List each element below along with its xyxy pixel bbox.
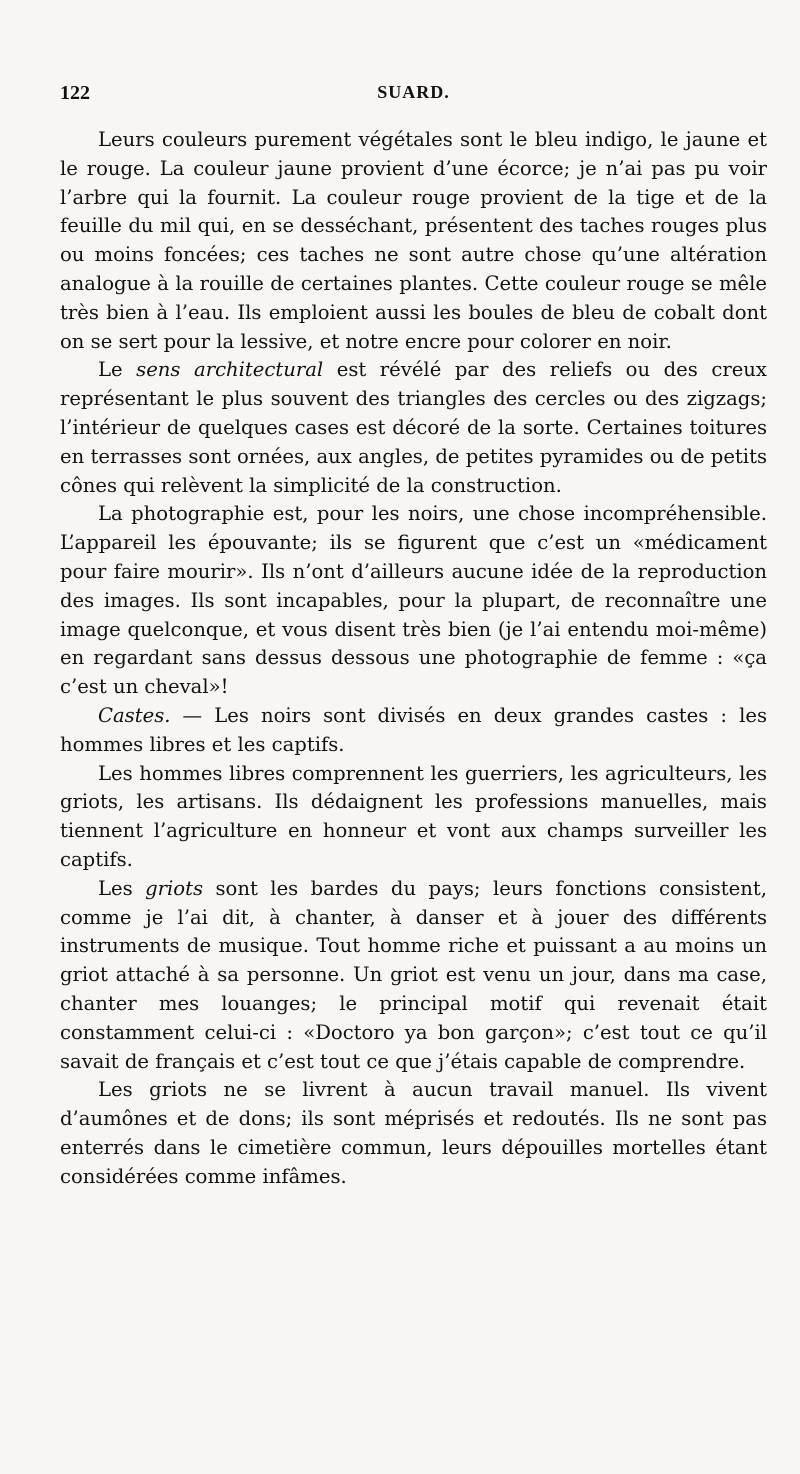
section-heading-castes: Castes. <box>98 703 171 727</box>
paragraph-lead: Les <box>98 876 146 900</box>
paragraph-rest: sont les bardes du pays; leurs fonctions consistent, comme je l’ai dit, à chanter, à danser et à jouer des différents instruments de musique. Tout homme riche et puissant a au moins un griot attaché à sa personne. Un griot est venu un jour, dans ma case, chanter mes louanges; le principal motif qui revenait était constamment celui-ci : «Doctoro ya bon garçon»; c’est tout ce qu’il savait de français et c’est tout ce que j’étais capable de comprendre. <box>60 876 767 1073</box>
paragraph-griots <box>60 875 767 1077</box>
page-header <box>60 80 767 110</box>
paragraph-lead: Le <box>98 358 137 382</box>
body-text <box>60 126 767 1191</box>
paragraph-castes <box>60 702 767 760</box>
paragraph-griots-status: Les griots ne se livrent à aucun travail manuel. Ils vivent d’aumônes et de dons; ils sont méprisés et redoutés. Ils ne sont pas enterrés dans le cimetière commun, leurs dépouilles mortelles étant considérées comme infâmes. <box>60 1078 767 1188</box>
italic-term-griots: griots <box>145 876 204 900</box>
paragraph-architecture <box>60 356 767 500</box>
running-title: SUARD. <box>377 82 450 102</box>
paragraph-rest: est révélé par des reliefs ou des creux représentant le plus souvent des triangles des cercles ou des zigzags; l’intérieur de quelques cases est décoré de la sorte. Certaines toitures en terrasses sont ornées, aux angles, de petites pyramides ou de petits cônes qui relèvent la simplicité de la construction. <box>60 358 767 497</box>
book-page <box>60 80 767 1191</box>
page-number: 122 <box>60 82 90 104</box>
italic-term-sens-architectural: sens architectural <box>136 358 324 382</box>
paragraph-photography: La photographie est, pour les noirs, une chose incompréhensible. L’appareil les épouvante; ils se figurent que c’est un «médicament pour faire mourir». Ils n’ont d’ailleurs aucune idée de la reproduction des images. Ils sont incapables, pour la plupart, de reconnaître une image quelconque, et vous disent très bien (je l’ai entendu moi-même) en regardant sans dessus dessous une photographie de femme : «ça c’est un cheval»! <box>60 502 767 699</box>
paragraph-free-men: Les hommes libres comprennent les guerriers, les agriculteurs, les griots, les artisans. Ils dédaignent les professions manuelles, mais tiennent l’agriculture en honneur et vont aux champs surveiller les captifs. <box>60 761 767 871</box>
paragraph-rest: — Les noirs sont divisés en deux grandes castes : les hommes libres et les captifs. <box>60 703 767 756</box>
paragraph-colors: Leurs couleurs purement végétales sont le bleu indigo, le jaune et le rouge. La couleur jaune provient d’une écorce; je n’ai pas pu voir l’arbre qui la fournit. La couleur rouge provient de la tige et de la feuille du mil qui, en se desséchant, présentent des taches rouges plus ou moins foncées; ces taches ne sont autre chose qu’une altération analogue à la rouille de certaines plantes. Cette couleur rouge se mêle très bien à l’eau. Ils emploient aussi les boules de bleu de cobalt dont on se sert pour la lessive, et notre encre pour colorer en noir. <box>60 128 767 353</box>
